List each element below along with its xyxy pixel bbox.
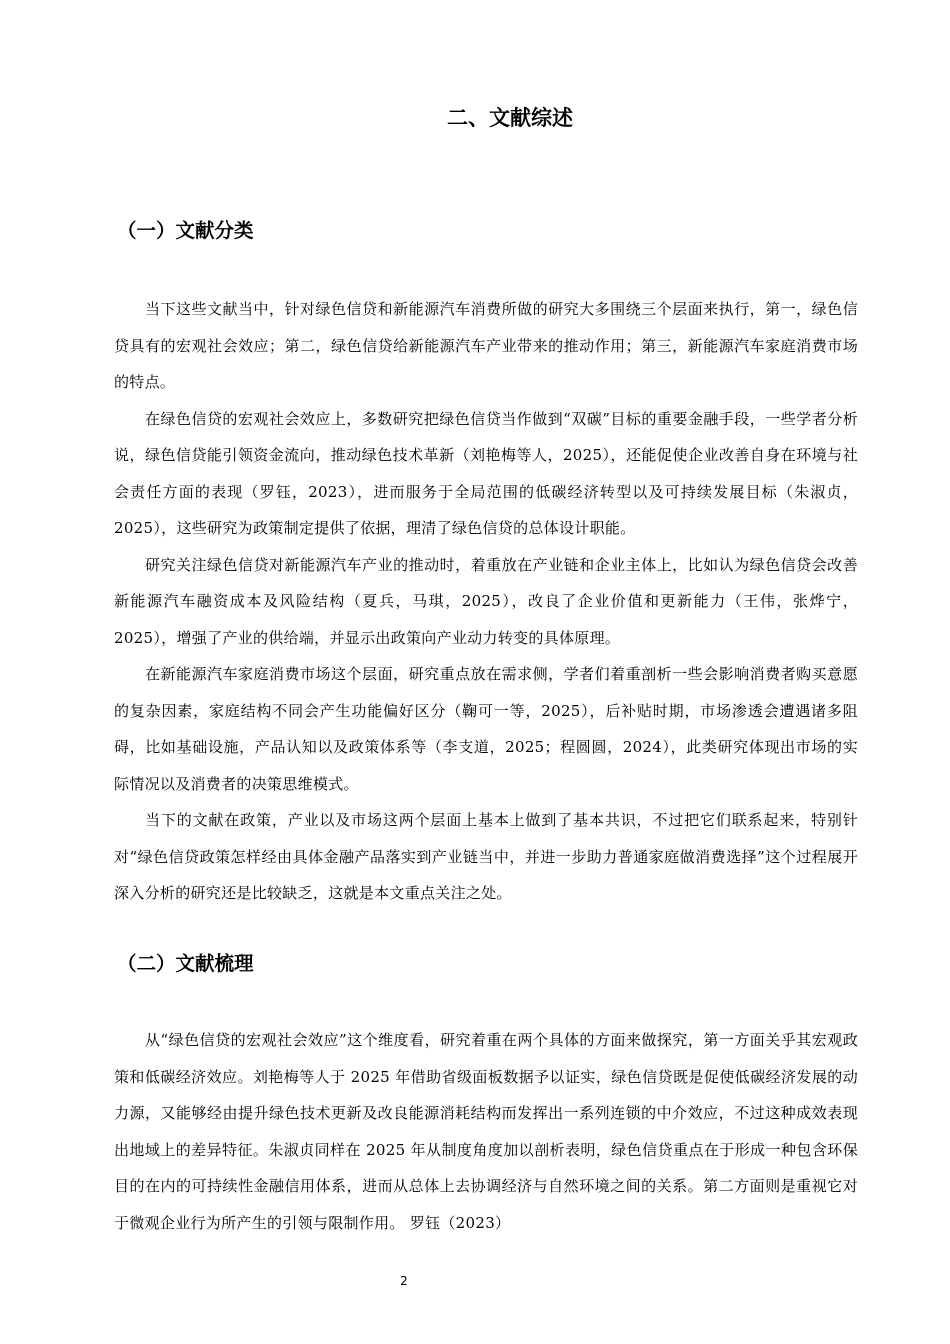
body-paragraph: 当下这些文献当中，针对绿色信贷和新能源汽车消费所做的研究大多围绕三个层面来执行，第一，绿色信贷具有的宏观社会效应；第二，绿色信贷给新能源汽车产业带来的推动作用；第三，新能源汽车家庭消费市场的特点。 xyxy=(114,300,858,391)
body-paragraph: 从“绿色信贷的宏观社会效应”这个维度看，研究着重在两个具体的方面来做探究，第一方面关乎其宏观政策和低碳经济效应。刘艳梅等人于 2025 年借助省级面板数据予以证实，绿色信贷既是促使低碳经济发展的动力源，又能够经由提升绿色技术更新及改良能源消耗结构而发挥出一系列连锁的中介效应，不过这种成效表现出地域上的差异特征。朱淑贞同样在 2025 年从制度角度加以剖析表明，绿色信贷重点在于形成一种包含环保目的在内的可持续性金融信用体系，进而从总体上去协调经济与自然环境之间的关系。第二方面则是重视它对于微观企业行为所产生的引领与限制作用。 罗钰（2023） xyxy=(114,1031,858,1232)
body-paragraph: 在新能源汽车家庭消费市场这个层面，研究重点放在需求侧，学者们着重剖析一些会影响消费者购买意愿的复杂因素，家庭结构不同会产生功能偏好区分（鞠可一等，2025），后补贴时期，市场渗透会遭遇诸多阻碍，比如基础设施，产品认知以及政策体系等（李支道，2025；程圆圆，2024），此类研究体现出市场的实际情况以及消费者的决策思维模式。 xyxy=(114,665,858,793)
body-paragraph: 当下的文献在政策，产业以及市场这两个层面上基本上做到了基本共识，不过把它们联系起来，特别针对“绿色信贷政策怎样经由具体金融产品落实到产业链当中，并进一步助力普通家庭做消费选择”这个过程展开深入分析的研究还是比较缺乏，这就是本文重点关注之处。 xyxy=(114,811,858,902)
section-heading-literature-classification: （一）文献分类 xyxy=(117,219,254,242)
section-body-literature-review xyxy=(114,1022,858,1241)
section-body-literature-classification xyxy=(114,291,858,912)
page-number: 2 xyxy=(400,1274,408,1288)
section-heading-literature-review: （二）文献梳理 xyxy=(117,952,254,975)
body-paragraph: 在绿色信贷的宏观社会效应上，多数研究把绿色信贷当作做到“双碳”目标的重要金融手段，一些学者分析说，绿色信贷能引领资金流向，推动绿色技术革新（刘艳梅等人，2025），还能促使企业改善自身在环境与社会责任方面的表现（罗钰，2023），进而服务于全局范围的低碳经济转型以及可持续发展目标（朱淑贞，2025），这些研究为政策制定提供了依据，理清了绿色信贷的总体设计职能。 xyxy=(114,409,858,537)
chapter-title: 二、文献综述 xyxy=(447,106,573,130)
body-paragraph: 研究关注绿色信贷对新能源汽车产业的推动时，着重放在产业链和企业主体上，比如认为绿色信贷会改善新能源汽车融资成本及风险结构（夏兵，马琪，2025），改良了企业价值和更新能力（王伟，张烨宁，2025），增强了产业的供给端，并显示出政策向产业动力转变的具体原理。 xyxy=(114,555,858,647)
